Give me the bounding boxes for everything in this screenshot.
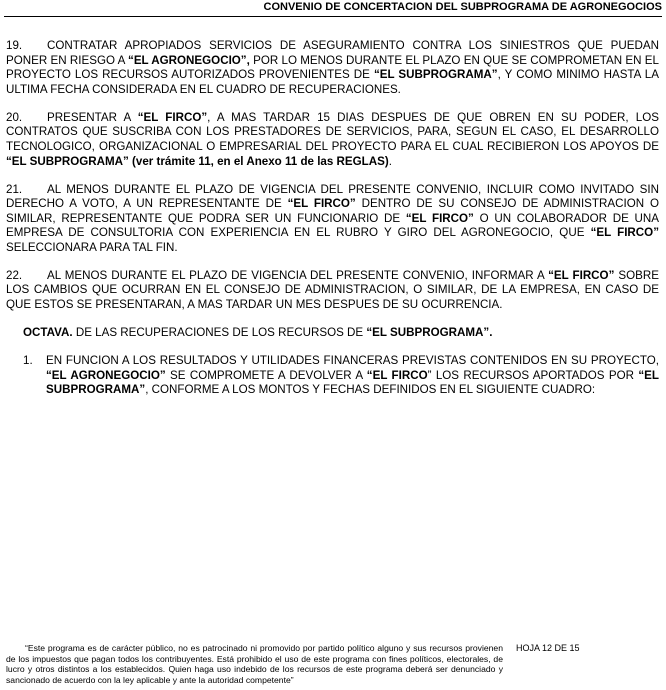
bold-text-segment: “EL FIRCO	[366, 368, 428, 382]
text-segment: AL MENOS DURANTE EL PLAZO DE VIGENCIA DEL PRESENTE CONVENIO, INFORMAR A	[47, 268, 549, 282]
text-segment: CONTRATAR APROPIADOS SERVICIOS DE ASEGURAMIENTO CONTRA LOS SINIESTROS QUE PUEDAN PONER EN RIESGO A	[6, 39, 659, 67]
bold-text-segment: “EL FIRCO”	[137, 110, 208, 124]
text-segment: , A MAS TARDAR 15 DIAS DESPUES DE QUE OBREN EN SU PODER, LOS CONTRATOS QUE SUSCRIBA CON LOS PRESTADORES DE SERVICIOS, PARA, SEGUN EL CASO, EL DESARROLLO TECNOLOGICO, ORGANIZACIONAL O EMPRESARIAL DEL PROYECTO PARA EL CUAL RECIBIERON LOS APOYOS DE	[6, 110, 659, 153]
text-segment: AL MENOS DURANTE EL PLAZO DE VIGENCIA DEL PRESENTE CONVENIO, INCLUIR COMO INVITADO SIN DERECHO A VOTO, A UN REPRESENTANTE DE	[6, 182, 659, 211]
paragraph-number: 22.	[6, 268, 23, 282]
list-item-1	[6, 354, 659, 398]
text-segment: EN FUNCION A LOS RESULTADOS Y UTILIDADES FINANCERAS PREVISTAS CONTENIDOS EN SU PROYECTO,	[46, 354, 659, 368]
paragraph-number: 19.	[6, 39, 23, 52]
page-number: HOJA 12 DE 15	[516, 643, 580, 653]
clause-heading-octava	[6, 326, 659, 341]
bold-text-segment: “EL FIRCO”	[405, 211, 474, 225]
paragraph-number: 20.	[6, 110, 23, 124]
text-segment: SE COMPROMETE A DEVOLVER A	[165, 368, 367, 382]
text-segment: ” LOS RECURSOS APORTADOS POR	[427, 368, 639, 382]
bold-text-segment: “EL FIRCO”	[590, 226, 659, 240]
text-segment: , Y COMO MINIMO HASTA LA ULTIMA FECHA CONSIDERADA EN EL CUADRO DE RECUPERACIONES.	[6, 68, 659, 96]
item-text	[46, 354, 659, 398]
page-footer	[6, 643, 659, 685]
text-segment: DENTRO DE SU CONSEJO DE ADMINISTRACION O SIMILAR, REPRESENTANTE QUE PODRA SER UN FUNCIONARIO DE	[6, 197, 659, 225]
bold-text-segment: “EL FIRCO”	[548, 268, 615, 282]
paragraph-number: 21.	[6, 182, 23, 196]
document-body	[6, 39, 659, 398]
paragraph-20	[6, 111, 659, 169]
text-segment: .	[388, 154, 392, 168]
bold-text-segment: “EL AGRONEGOCIO”,	[128, 53, 250, 67]
bold-text-segment: “EL SUBPROGRAMA”	[373, 68, 498, 82]
paragraph-text	[6, 183, 659, 254]
bold-text-segment: OCTAVA.	[23, 326, 73, 340]
text-segment: POR LO MENOS DURANTE EL PLAZO EN QUE SE COMPROMETAN EN EL PROYECTO LOS RECURSOS AUTORIZADOS PROVENIENTES DE	[6, 53, 659, 82]
document-header	[4, 0, 662, 17]
text-segment: SELECCIONARA PARA TAL FIN.	[6, 240, 178, 254]
text-segment: SOBRE LOS CAMBIOS QUE OCURRAN EN EL CONSEJO DE ADMINISTRACION, O SIMILAR, DE LA EMPRESA, EN CASO DE QUE ESTOS SE PRESENTARAN, A MAS TARDAR UN MES DESPUES DE SU OCURRENCIA.	[6, 268, 659, 312]
text-segment: , CONFORME A LOS MONTOS Y FECHAS DEFINIDOS EN EL SIGUIENTE CUADRO:	[145, 383, 596, 397]
text-segment: PRESENTAR A	[47, 110, 138, 124]
paragraph-22	[6, 269, 659, 313]
paragraph-21	[6, 183, 659, 256]
paragraph-text	[6, 111, 659, 168]
bold-text-segment: “EL AGRONEGOCIO”	[46, 368, 166, 382]
text-segment: O UN COLABORADOR DE UNA EMPRESA DE CONSULTORIA CON EXPERIENCIA EN EL RUBRO Y GIRO DEL AGRONEGOCIO, QUE	[6, 211, 659, 240]
paragraph-19	[6, 39, 659, 97]
bold-text-segment: “EL FIRCO”	[287, 197, 356, 211]
text-segment: DE LAS RECUPERACIONES DE LOS RECURSOS DE	[72, 326, 367, 340]
bold-text-segment: “EL SUBPROGRAMA”.	[366, 326, 493, 340]
footer-disclaimer: “Este programa es de carácter público, no es patrocinado ni promovido por partido político alguno y sus recursos provienen de los impuestos que pagan todos los contribuyentes. Está prohibido el uso de este programa con fines políticos, electorales, de lucro y otros distintos a los establecidos. Quien haga uso indebido de los recursos de este programa deberá ser denunciado y sancionado de acuerdo con la ley aplicable y ante la autoridad competente”	[6, 643, 503, 685]
bold-text-segment: “EL SUBPROGRAMA”	[46, 368, 659, 397]
paragraph-text	[6, 39, 659, 96]
paragraph-text	[6, 269, 659, 311]
item-number: 1.	[23, 354, 33, 368]
bold-text-segment: “EL SUBPROGRAMA” (ver trámite 11, en el Anexo 11 de las REGLAS)	[6, 154, 389, 168]
header-title: CONVENIO DE CONCERTACION DEL SUBPROGRAMA DE AGRONEGOCIOS	[263, 1, 662, 13]
